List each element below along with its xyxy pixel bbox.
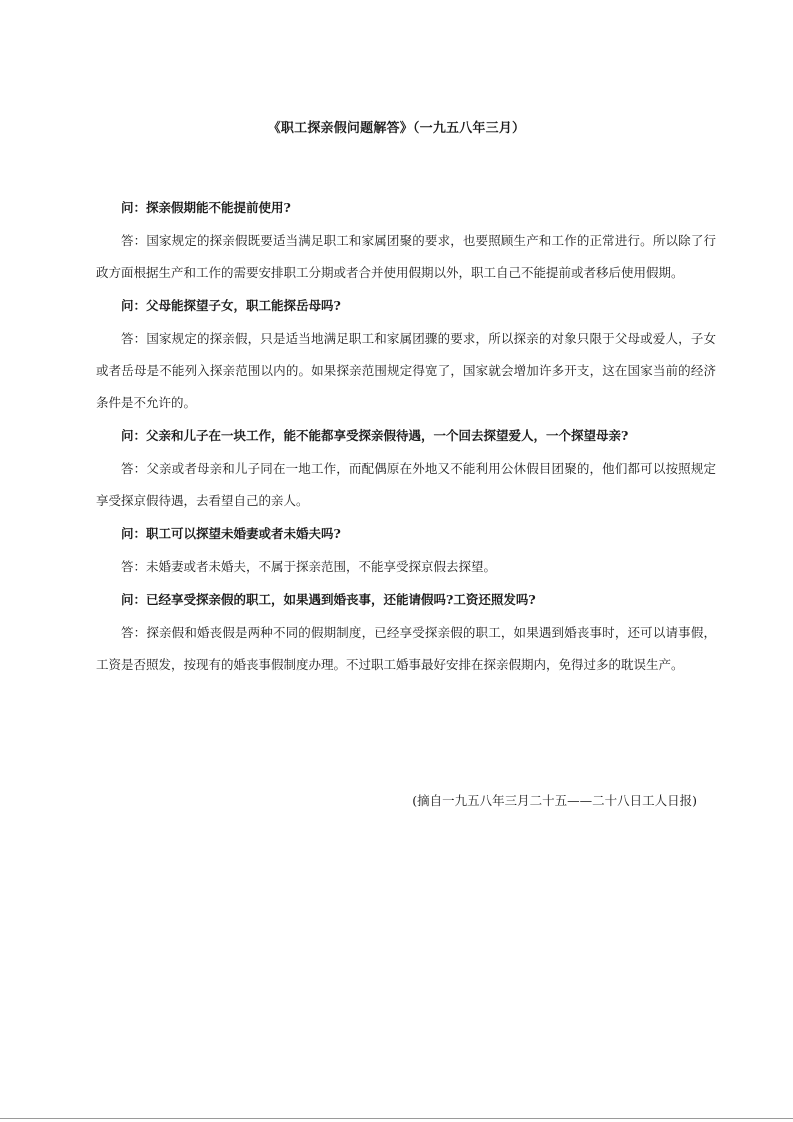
source-citation: (摘自一九五八年三月二十五——二十八日工人日报) <box>412 793 697 808</box>
answer-3: 答：父亲或者母亲和儿子同在一地工作，而配偶原在外地又不能利用公休假目团聚的，他们都可以按照规定享受探京假待遇，去看望自己的亲人。 <box>96 461 716 508</box>
answer-4: 答：未婚妻或者未婚夫，不属于探亲范围，不能享受探京假去探望。 <box>121 559 497 574</box>
question-5: 问：已经享受探亲假的职工，如果遇到婚丧事，还能请假吗?工资还照发吗? <box>121 592 536 607</box>
question-4: 问：职工可以探望未婚妻或者未婚夫吗? <box>121 526 341 541</box>
document-title: 《职工探亲假问题解答》（一九五八年三月） <box>267 121 526 136</box>
answer-2: 答：国家规定的探亲假，只是适当地满足职工和家属团骤的要求，所以探亲的对象只限于父母或爱人，子女或者岳母是不能列入探亲范围以内的。如果探亲范围规定得宽了，国家就会增加许多开支，这在国家当前的经济条件是不允许的。 <box>96 331 716 410</box>
question-1: 问：探亲假期能不能提前使用? <box>121 200 291 215</box>
page-bottom-divider <box>0 1118 793 1119</box>
question-3: 问：父亲和儿子在一块工作，能不能都享受探亲假待遇，一个回去探望爱人，一个探望母亲? <box>121 428 629 443</box>
qa-section <box>96 197 716 687</box>
answer-5: 答：探亲假和婚丧假是两种不同的假期制度，已经享受探亲假的职工，如果遇到婚丧事时，还可以请事假，工资是否照发，按现有的婚丧事假制度办理。不过职工婚事最好安排在探亲假期内，免得过多的耽误生产。 <box>96 625 716 672</box>
question-2: 问：父母能探望子女，职工能探岳母吗? <box>121 298 341 313</box>
answer-1: 答：国家规定的探亲假既要适当满足职工和家属团聚的要求，也要照顾生产和工作的正常进行。所以除了行政方面根据生产和工作的需要安排职工分期或者合并使用假期以外，职工自己不能提前或者移后使用假期。 <box>96 233 716 280</box>
